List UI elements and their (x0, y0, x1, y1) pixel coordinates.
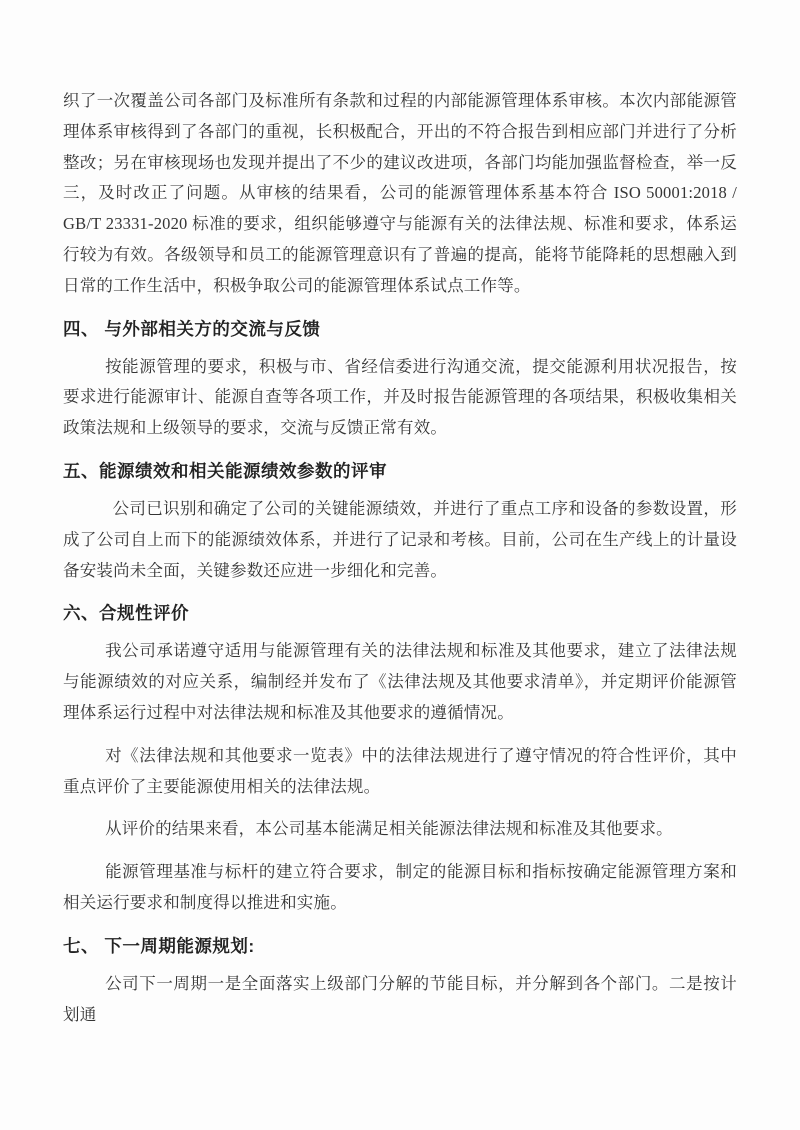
paragraph-compliance-checklist-evaluation: 对《法律法规和其他要求一览表》中的法律法规进行了遵守情况的符合性评价，其中重点评价了主要能源使用相关的法律法规。 (63, 745, 737, 796)
paragraph-next-cycle-plan-body: 公司下一周期一是全面落实上级部门分解的节能目标，并分解到各个部门。二是按计划通 (63, 973, 737, 1024)
section-heading-next-cycle-energy-plan: 七、 下一周期能源规划: (63, 935, 255, 956)
paragraph-compliance-commitment: 我公司承诺遵守适用与能源管理有关的法律法规和标准及其他要求，建立了法律法规与能源绩效的对应关系，编制经并发布了《法律法规及其他要求清单》，并定期评价能源管理体系运行过程中对法律法规和标准及其他要求的遵循情况。 (63, 641, 737, 722)
paragraph-benchmark-implementation: 能源管理基准与标杆的建立符合要求，制定的能源目标和指标按确定能源管理方案和相关运行要求和制度得以推进和实施。 (63, 862, 737, 912)
paragraph-compliance-result: 从评价的结果来看，本公司基本能满足相关能源法律法规和标准及其他要求。 (105, 819, 673, 839)
section-heading-compliance-evaluation: 六、合规性评价 (63, 603, 189, 624)
paragraph-energy-performance-body: 公司已识别和确定了公司的关键能源绩效，并进行了重点工序和设备的参数设置，形成了公司自上而下的能源绩效体系，并进行了记录和考核。目前，公司在生产线上的计量设备安装尚未全面，关键参数还应进一步细化和完善。 (63, 498, 737, 580)
section-heading-energy-performance-review: 五、能源绩效和相关能源绩效参数的评审 (63, 460, 387, 481)
section-heading-external-communication: 四、 与外部相关方的交流与反馈 (63, 318, 321, 339)
paragraph-internal-audit-continued: 织了一次覆盖公司各部门及标准所有条款和过程的内部能源管理体系审核。本次内部能源管理体系审核得到了各部门的重视，长积极配合，开出的不符合报告到相应部门并进行了分析整改；另在审核现场也发现并提出了不少的建议改进项，各部门均能加强监督检查，举一反三，及时改正了问题。从审核的结果看，公司的能源管理体系基本符合 ISO 50001:2018 / GB/T 23331-2020 标准的要求，组织能够遵守与能源有关的法律法规、标准和要求，体系运行较为有效。各级领导和员工的能源管理意识有了普遍的提高，能将节能降耗的思想融入到日常的工作生活中，积极争取公司的能源管理体系试点工作等。 (63, 91, 737, 295)
paragraph-external-communication-body: 按能源管理的要求，积极与市、省经信委进行沟通交流，提交能源利用状况报告，按要求进行能源审计、能源自查等各项工作，并及时报告能源管理的各项结果，积极收集相关政策法规和上级领导的要求，交流与反馈正常有效。 (63, 356, 737, 438)
